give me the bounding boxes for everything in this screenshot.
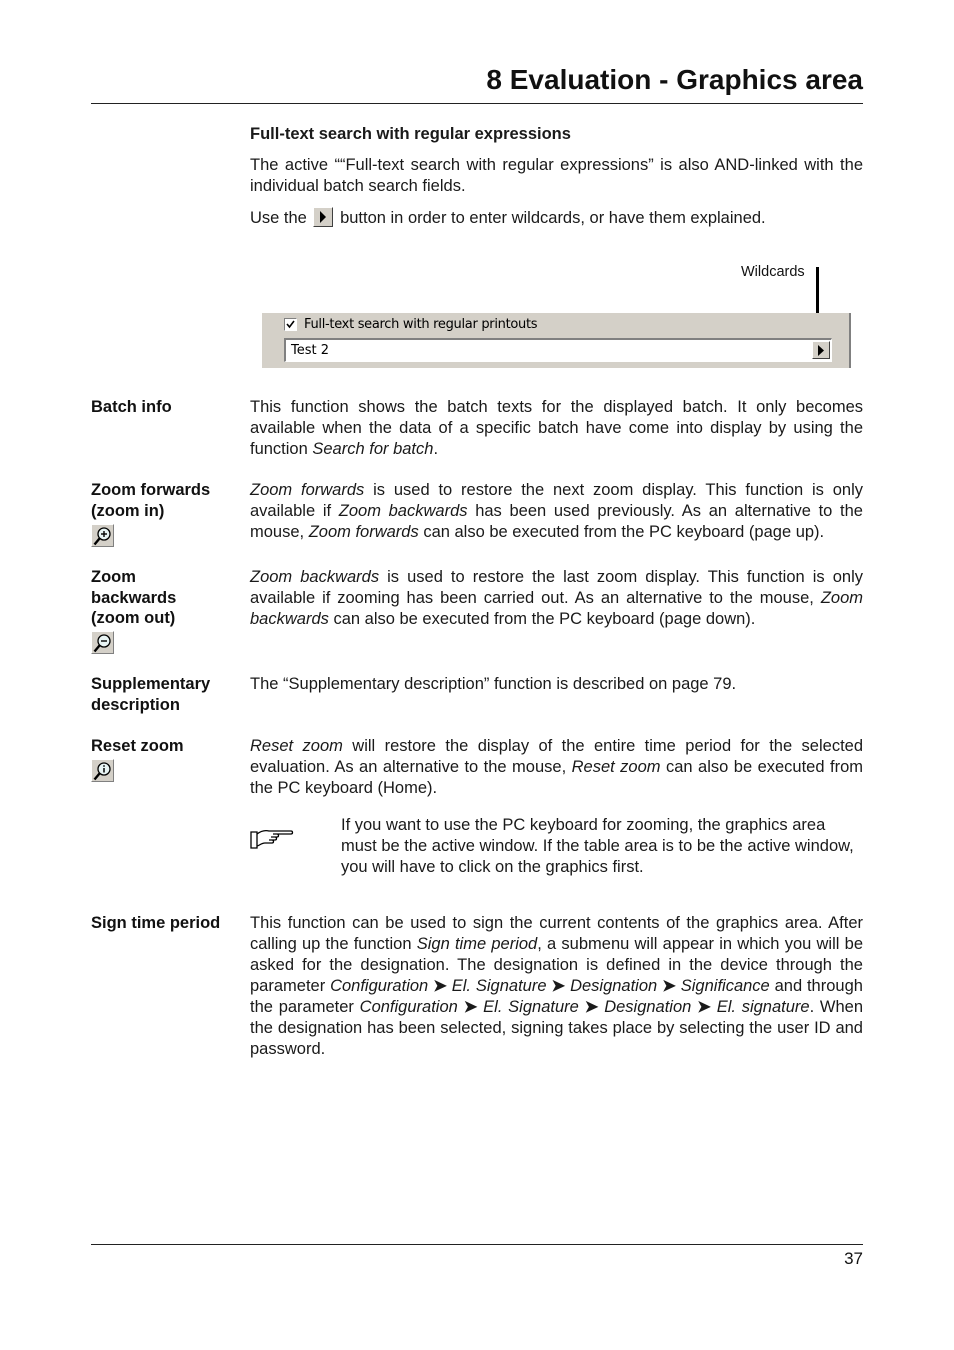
fulltext-checkbox-label: Full-text search with regular printouts [304,317,538,332]
keyboard-zoom-note: If you want to use the PC keyboard for zooming, the graphics area must be the active window. If the table area is to be the active window, you will have to click on the graphics first. [341,816,854,876]
fulltext-search-value: Test 2 [291,343,330,358]
label-reset-zoom: Reset zoom [91,737,184,755]
label-zoom-backwards: Zoom backwards (zoom out) [91,568,177,627]
zoom-backwards-text: Zoom backwards is used to restore the last zoom display. This function is only available if zooming has been carried out. As an alternative to the mouse, Zoom backwards can also be executed from the PC keyboard (page down). [250,568,863,628]
supplementary-text: The “Supplementary description” function is described on page 79. [250,675,737,693]
fulltext-text: button in order to enter wildcards, or have them explained. [340,209,766,227]
arrow-right-icon: ➤ [662,977,676,995]
label-sign-time-period: Sign time period [91,914,221,932]
reset-zoom-text: Reset zoom will restore the display of the entire time period for the selected evaluation. As an alternative to the mouse, Reset zoom can also be executed from the PC keyboard (Home). [250,737,864,797]
pointing-hand-icon [249,826,295,857]
reset-zoom-icon [91,759,114,782]
fulltext-search-input[interactable] [284,338,832,362]
arrow-right-icon: ➤ [463,998,478,1016]
arrow-right-icon: ➤ [697,998,711,1016]
zoom-out-icon [91,631,114,654]
wildcards-button[interactable] [812,341,830,359]
arrow-right-icon: ➤ [551,977,566,995]
fulltext-paragraph: The active ““Full-text search with regular expressions” is also AND-linked with the individual batch search fields. [250,156,863,195]
zoom-in-icon [91,524,114,547]
batch-info-text: This function shows the batch texts for the displayed batch. It only becomes available when the data of a specific batch have come into display by using the function Search for batch. [250,398,863,458]
arrow-right-icon: ➤ [584,998,599,1016]
page-number: 37 [844,1249,863,1268]
section-heading-fulltext: Full-text search with regular expressions [250,125,571,143]
label-zoom-forwards: Zoom forwards (zoom in) [91,481,211,520]
fulltext-paragraph-button [250,207,863,229]
label-batch-info: Batch info [91,398,172,416]
label-supplementary-description: Supplementary description [91,675,211,714]
fulltext-search-panel [262,313,851,368]
sign-time-period-text: This function can be used to sign the current contents of the graphics area. After calling up the function Sign time period, a submenu will appear in which you will be asked for the designation. The designation is defined in the device through the parameter Configuration ➤ El. Signature ➤ Designation ➤ Significance and through the parameter Configuration ➤ El. Signature ➤ Designation ➤ El. signature. When the designation has been selected, signing takes place by selecting the user ID and password. [250,914,864,1058]
footer-rule [91,1244,863,1245]
header-rule [91,103,863,104]
fulltext-checkbox[interactable] [284,318,297,331]
wildcards-button-icon [313,207,333,227]
fulltext-text: Use the [250,209,307,227]
wildcards-callout-label: Wildcards [741,264,805,280]
zoom-forwards-text: Zoom forwards is used to restore the next zoom display. This function is only available if Zoom backwards has been used previously. As an alternative to the mouse, Zoom forwards can also be executed from the PC keyboard (page up). [250,481,863,541]
page-title: 8 Evaluation - Graphics area [486,64,863,95]
arrow-right-icon: ➤ [433,977,447,995]
